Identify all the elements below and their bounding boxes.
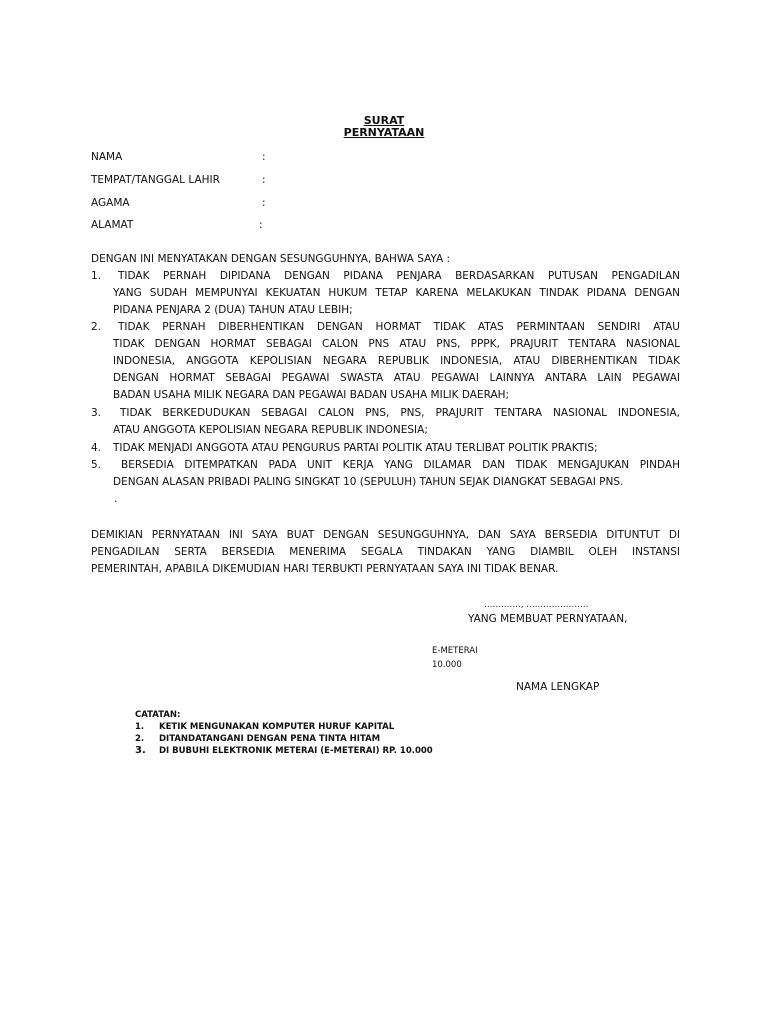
item-line: DENGAN ALASAN PRIBADI PALING SINGKAT 10 (SEPULUH) TAHUN SEJAK DIANGKAT SEBAGAI PNS. xyxy=(113,476,624,488)
signature-name: NAMA LENGKAP xyxy=(516,681,600,693)
item-number: 4. xyxy=(91,442,102,454)
item-line: BERSEDIA DITEMPATKAN PADA UNIT KERJA YANG DILAMAR DAN TIDAK MENGAJUKAN PINDAH xyxy=(121,459,680,471)
field-colon: : xyxy=(259,219,263,231)
meterai-label: E-METERAI xyxy=(432,646,478,656)
item-number: 1. xyxy=(91,270,102,282)
item-number: 2. xyxy=(91,321,102,333)
note-text: DITANDATANGANI DENGAN PENA TINTA HITAM xyxy=(159,734,381,744)
closing-line: DEMIKIAN PERNYATAAN INI SAYA BUAT DENGAN SESUNGGUHNYA, DAN SAYA BERSEDIA DITUNTUT DI xyxy=(91,529,680,541)
item-line: DENGAN HORMAT SEBAGAI PEGAWAI SWASTA ATAU PEGAWAI LAINNYA ANTARA LAIN PEGAWAI xyxy=(113,372,680,384)
item-line: TIDAK DENGAN HORMAT SEBAGAI CALON PNS ATAU PNS, PPPK, PRAJURIT TENTARA NASIONAL xyxy=(113,338,680,350)
signature-maker: YANG MEMBUAT PERNYATAAN, xyxy=(468,613,628,625)
intro-statement: DENGAN INI MENYATAKAN DENGAN SESUNGGUHNYA, BAHWA SAYA : xyxy=(91,253,451,265)
closing-line: PENGADILAN SERTA BERSEDIA MENERIMA SEGALA TINDAKAN YANG DIAMBIL OLEH INSTANSI xyxy=(91,546,680,558)
note-text: DI BUBUHI ELEKTRONIK METERAI (E-METERAI) RP. 10.000 xyxy=(159,746,433,756)
item-line: YANG SUDAH MEMPUNYAI KEKUATAN HUKUM TETAP KARENA MELAKUKAN TINDAK PIDANA DENGAN xyxy=(113,287,680,299)
item-line: INDONESIA, ANGGOTA KEPOLISIAN NEGARA REPUBLIK INDONESIA, ATAU DIBERHENTIKAN TIDAK xyxy=(113,355,680,367)
stray-dot: . xyxy=(114,493,118,505)
item-line: ATAU ANGGOTA KEPOLISIAN NEGARA REPUBLIK INDONESIA; xyxy=(113,424,428,436)
title-surat: SURAT xyxy=(363,114,405,127)
item-line: TIDAK MENJADI ANGGOTA ATAU PENGURUS PARTAI POLITIK ATAU TERLIBAT POLITIK PRAKTIS; xyxy=(113,442,598,454)
item-number: 3. xyxy=(91,407,102,419)
field-colon: : xyxy=(262,151,266,163)
note-number: 3. xyxy=(135,745,146,756)
place-date-blank: …………., …………………. xyxy=(484,600,589,610)
note-number: 1. xyxy=(135,722,145,732)
meterai-value: 10.000 xyxy=(432,660,462,670)
field-colon: : xyxy=(262,174,266,186)
field-label-ttl: TEMPAT/TANGGAL LAHIR xyxy=(91,174,220,186)
field-label-nama: NAMA xyxy=(91,151,123,163)
item-line: TIDAK BERKEDUDUKAN SEBAGAI CALON PNS, PNS, PRAJURIT TENTARA NASIONAL INDONESIA, xyxy=(120,407,680,419)
note-number: 2. xyxy=(135,734,145,744)
item-line: PIDANA PENJARA 2 (DUA) TAHUN ATAU LEBIH; xyxy=(113,304,353,316)
item-line: TIDAK PERNAH DIBERHENTIKAN DENGAN HORMAT TIDAK ATAS PERMINTAAN SENDIRI ATAU xyxy=(118,321,680,333)
title-pernyataan: PERNYATAAN xyxy=(343,126,425,139)
item-line: BADAN USAHA MILIK NEGARA DAN PEGAWAI BADAN USAHA MILIK DAERAH; xyxy=(113,389,510,401)
field-label-alamat: ALAMAT xyxy=(91,219,134,231)
note-text: KETIK MENGUNAKAN KOMPUTER HURUF KAPITAL xyxy=(159,722,395,732)
item-line: TIDAK PERNAH DIPIDANA DENGAN PIDANA PENJARA BERDASARKAN PUTUSAN PENGADILAN xyxy=(118,270,680,282)
notes-heading: CATATAN: xyxy=(135,710,181,720)
item-number: 5. xyxy=(91,459,102,471)
field-label-agama: AGAMA xyxy=(91,197,130,209)
closing-line: PEMERINTAH, APABILA DIKEMUDIAN HARI TERBUKTI PERNYATAAN SAYA INI TIDAK BENAR. xyxy=(91,563,559,575)
field-colon: : xyxy=(262,197,266,209)
